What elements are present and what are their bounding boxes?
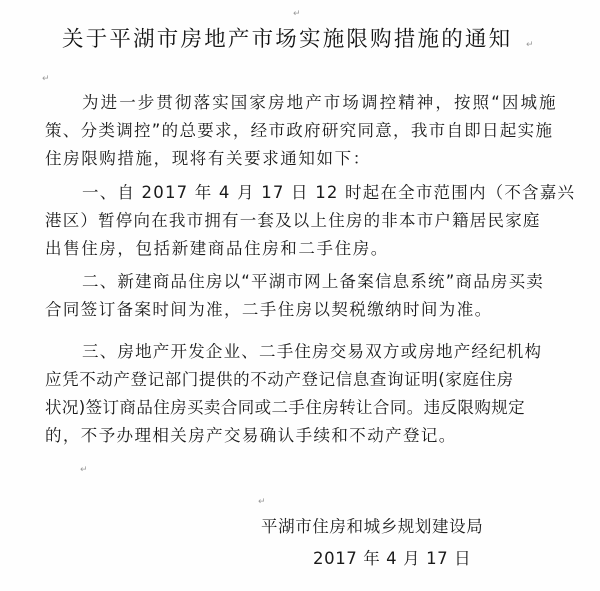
intro-line-3: 住房限购措施，现将有关要求通知如下： xyxy=(45,149,371,168)
document-title: 关于平湖市房地产市场实施限购措施的通知 xyxy=(62,27,513,52)
item-one-line-3: 出售住房，包括新建商品住房和二手住房。 xyxy=(45,239,389,258)
item-one-line-1: 一、自 2017 年 4 月 17 日 12 时起在全市范围内（不含嘉兴 xyxy=(82,183,576,202)
issue-date: 2017 年 4 月 17 日 xyxy=(313,549,472,568)
paragraph-mark-icon: ↵ xyxy=(258,497,266,507)
item-three-line-2: 应凭不动产登记部门提供的不动产登记信息查询证明(家庭住房 xyxy=(45,370,514,389)
item-one-line-2: 港区）暂停向在我市拥有一套及以上住房的非本市户籍居民家庭 xyxy=(45,211,541,230)
paragraph-mark-icon: ↵ xyxy=(526,40,534,50)
paragraph-mark-icon: ↵ xyxy=(42,74,50,84)
item-three-line-1: 三、房地产开发企业、二手住房交易双方或房地产经纪机构 xyxy=(82,342,543,361)
item-two-line-1: 二、新建商品住房以“平湖市网上备案信息系统”商品房买卖 xyxy=(82,272,544,291)
item-three-line-4: 的，不予办理相关房产交易确认手续和不动产登记。 xyxy=(45,426,457,445)
issuer-name: 平湖市住房和城乡规划建设局 xyxy=(261,517,484,536)
paragraph-mark-icon: ↵ xyxy=(80,465,88,475)
paragraph-mark-icon: ↵ xyxy=(293,9,301,19)
item-three-line-3: 状况)签订商品住房买卖合同或二手住房转让合同。违反限购规定 xyxy=(45,398,526,417)
item-two-line-2: 合同签订备案时间为准，二手住房以契税缴纳时间为准。 xyxy=(45,300,493,319)
intro-line-1: 为进一步贯彻落实国家房地产市场调控精神，按照“因城施 xyxy=(82,93,558,112)
intro-line-2: 策、分类调控”的总要求，经市政府研究同意，我市自即日起实施 xyxy=(45,121,554,140)
